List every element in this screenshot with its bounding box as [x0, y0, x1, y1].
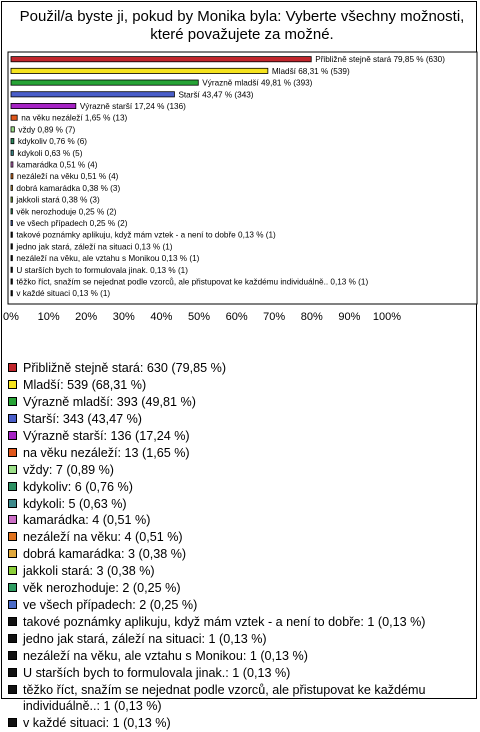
- x-tick-label: 0%: [3, 311, 19, 323]
- legend-item: [8, 648, 476, 664]
- legend-swatch: [8, 380, 17, 389]
- legend-label: kdykoli: 5 (0,63 %): [23, 496, 127, 511]
- legend-label: takové poznámky aplikuju, když mám vztek - a není to dobře: 1 (0,13 %): [23, 615, 426, 630]
- legend-label: na věku nezáleží: 13 (1,65 %): [23, 445, 190, 460]
- bar: [11, 185, 12, 190]
- bar-label: věk nerozhoduje 0,25 % (2): [16, 207, 117, 217]
- legend-swatch: [8, 482, 17, 491]
- legend-item: [8, 614, 476, 630]
- legend-item: [8, 682, 476, 714]
- legend-swatch: [8, 515, 17, 524]
- legend-label: jedno jak stará, záleží na situaci: 1 (0,13 %): [23, 632, 267, 646]
- legend-swatch: [8, 397, 17, 406]
- legend-item: [8, 411, 476, 427]
- legend-swatch: [8, 685, 17, 694]
- legend-swatch: [8, 617, 17, 626]
- bar-label: jedno jak stará, záleží na situaci 0,13 % (1): [16, 242, 173, 252]
- bar-label: U starších bych to formulovala jinak. 0,13 % (1): [16, 265, 188, 275]
- bar: [11, 244, 12, 249]
- bar: [11, 115, 17, 120]
- legend-swatch: [8, 532, 17, 541]
- legend-swatch: [8, 668, 17, 677]
- legend-label: nezáleží na věku, ale vztahu s Monikou: 1 (0,13 %): [23, 648, 308, 663]
- bar: [11, 80, 198, 85]
- bar: [11, 197, 12, 202]
- bar: [11, 103, 76, 108]
- legend-item: [8, 462, 476, 478]
- legend-item: [8, 563, 476, 579]
- legend-swatch: [8, 448, 17, 457]
- legend-label: Výrazně mladší: 393 (49,81 %): [23, 394, 196, 409]
- bar: [11, 220, 12, 225]
- legend-swatch: [8, 651, 17, 660]
- legend-label: ve všech případech: 2 (0,25 %): [23, 598, 198, 613]
- x-tick-label: 80%: [300, 311, 323, 323]
- legend-swatch: [8, 566, 17, 575]
- legend-label: těžko říct, snažím se nejednat podle vzorců, ale přistupovat ke každému individuálně..: 1 (0,13 %): [23, 682, 426, 713]
- legend-label: kamarádka: 4 (0,51 %): [23, 513, 151, 528]
- bar-label: Přibližně stejně stará 79,85 % (630): [315, 55, 445, 65]
- legend-item: [8, 665, 476, 681]
- legend-swatch: [8, 583, 17, 592]
- bar-label: Mladší 68,31 % (539): [271, 66, 350, 76]
- legend-label: nezáleží na věku: 4 (0,51 %): [23, 530, 183, 545]
- bar-label: kdykoliv 0,76 % (6): [17, 137, 88, 147]
- bar-label: kamarádka 0,51 % (4): [16, 160, 98, 170]
- legend-item: [8, 597, 476, 613]
- bar: [11, 92, 174, 97]
- bar: [11, 232, 12, 237]
- legend-item: [8, 445, 476, 461]
- x-tick-label: 20%: [75, 311, 98, 323]
- bar: [11, 267, 12, 272]
- legend-label: Přibližně stejně stará: 630 (79,85 %): [23, 361, 227, 375]
- legend-item: [8, 580, 476, 596]
- bar: [11, 162, 13, 167]
- legend-item: [8, 496, 476, 512]
- bar-label: takové poznámky aplikuju, když mám vztek - a není to dobře 0,13 % (1): [16, 230, 276, 240]
- legend-label: kdykoliv: 6 (0,76 %): [23, 479, 133, 494]
- legend-swatch: [8, 465, 17, 474]
- bar-label: vždy 0,89 % (7): [18, 125, 76, 135]
- x-tick-label: 30%: [112, 311, 135, 323]
- legend-label: věk nerozhoduje: 2 (0,25 %): [23, 581, 181, 596]
- bar-label: nezáleží na věku, ale vztahu s Monikou 0,13 % (1): [16, 254, 200, 264]
- legend-item: [8, 631, 476, 647]
- legend-label: U starších bych to formulovala jinak.: 1 (0,13 %): [23, 665, 291, 680]
- legend-item: [8, 479, 476, 495]
- legend-item: [8, 529, 476, 545]
- legend-swatch: [8, 634, 17, 643]
- bar-label: těžko říct, snažím se nejednat podle vzorců, ale přistupovat ke každému individuálně.. 0,13 % (1): [16, 277, 369, 287]
- chart-title: Použil/a byste ji, pokud by Monika byla: Vyberte všechny možnosti, které považujete za možné.: [19, 8, 465, 43]
- chart-legend: [8, 360, 476, 732]
- bar: [11, 291, 12, 296]
- x-tick-label: 90%: [338, 311, 361, 323]
- bar-label: Výrazně mladší 49,81 % (393): [202, 78, 313, 88]
- legend-label: vždy: 7 (0,89 %): [23, 462, 114, 477]
- bar: [11, 256, 12, 261]
- legend-label: jakkoli stará: 3 (0,38 %): [23, 564, 155, 579]
- bar-label: nezáleží na věku 0,51 % (4): [16, 172, 119, 182]
- bar: [11, 279, 12, 284]
- legend-label: Výrazně starší: 136 (17,24 %): [23, 428, 190, 443]
- bar: [11, 150, 13, 155]
- legend-item: [8, 546, 476, 562]
- chart-frame: [1, 1, 477, 730]
- bar: [11, 174, 13, 179]
- bar-label: v každé situaci 0,13 % (1): [16, 289, 111, 299]
- legend-swatch: [8, 718, 17, 727]
- legend-swatch: [8, 549, 17, 558]
- legend-item: [8, 428, 476, 444]
- bar: [11, 68, 268, 73]
- bar-label: kdykoli 0,63 % (5): [17, 148, 83, 158]
- bar: [11, 57, 311, 62]
- legend-item: [8, 512, 476, 528]
- legend-label: Mladší: 539 (68,31 %): [23, 377, 147, 392]
- bar-label: Výrazně starší 17,24 % (136): [79, 102, 186, 111]
- legend-label: v každé situaci: 1 (0,13 %): [23, 715, 171, 730]
- legend-label: Starší: 343 (43,47 %): [23, 411, 143, 426]
- legend-item: [8, 715, 476, 731]
- bar-label: ve všech případech 0,25 % (2): [16, 219, 128, 228]
- bar-label: Starší 43,47 % (343): [178, 90, 254, 100]
- x-tick-label: 60%: [225, 311, 248, 323]
- bar: [11, 209, 12, 214]
- legend-label: dobrá kamarádka: 3 (0,38 %): [23, 547, 187, 562]
- x-tick-label: 70%: [263, 311, 286, 323]
- legend-item: [8, 377, 476, 393]
- x-tick-label: 100%: [372, 311, 402, 323]
- bar: [11, 127, 14, 132]
- bar-label: jakkoli stará 0,38 % (3): [16, 195, 100, 205]
- legend-swatch: [8, 363, 17, 372]
- legend-item: [8, 360, 476, 376]
- legend-swatch: [8, 499, 17, 508]
- bar-label: dobrá kamarádka 0,38 % (3): [16, 183, 121, 193]
- bar-label: na věku nezáleží 1,65 % (13): [21, 113, 128, 123]
- legend-swatch: [8, 431, 17, 440]
- legend-swatch: [8, 414, 17, 423]
- legend-item: [8, 394, 476, 410]
- x-tick-label: 50%: [187, 311, 211, 323]
- x-tick-label: 10%: [37, 311, 60, 323]
- legend-swatch: [8, 600, 17, 609]
- bar: [11, 139, 14, 144]
- x-tick-label: 40%: [150, 311, 173, 323]
